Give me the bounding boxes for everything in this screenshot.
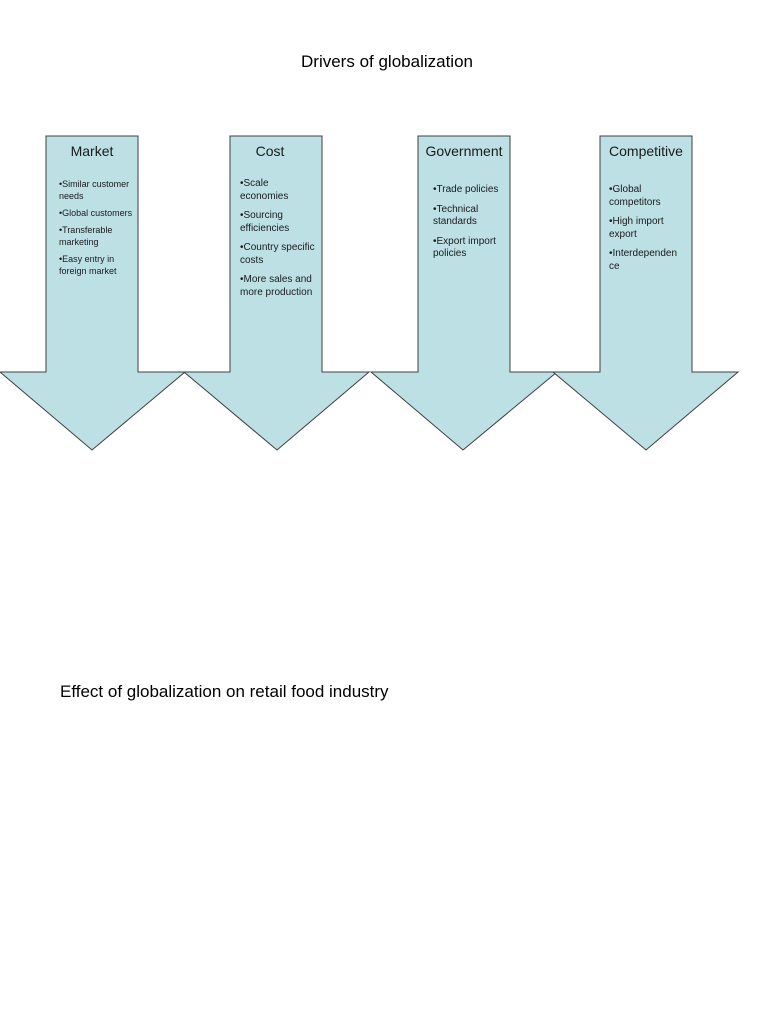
driver-label-market: Market [70, 143, 114, 159]
bullet-item: •Country specific costs [240, 242, 315, 266]
bullet-item: •Global competitors [609, 184, 661, 208]
page-title: Drivers of globalization [301, 52, 473, 71]
driver-bullets-market [59, 178, 135, 282]
bullet-item: •Trade policies [433, 184, 499, 195]
bullet-item: •Similar customer needs [59, 179, 130, 201]
bullet-item: •Transferable marketing [59, 225, 113, 247]
bullet-item: •Export import policies [433, 235, 496, 259]
driver-label-government: Government [425, 143, 503, 159]
driver-bullets-competitive [609, 184, 685, 280]
driver-bullets-government [433, 184, 505, 268]
driver-label-competitive: Competitive [609, 143, 683, 159]
bullet-item: •Easy entry in foreign market [59, 254, 117, 276]
section-heading: Effect of globalization on retail food industry [60, 682, 389, 701]
driver-bullets-cost [240, 178, 318, 306]
bullet-item: •Global customers [59, 208, 133, 218]
driver-label-cost: Cost [255, 143, 285, 159]
bullet-item: •More sales and more production [240, 274, 313, 298]
bullet-item: •Technical standards [433, 203, 479, 227]
bullet-item: •Scale economies [240, 178, 289, 202]
bullet-item: •Sourcing efficiencies [240, 210, 290, 234]
bullet-item: •High import export [609, 216, 664, 240]
bullet-item: •Interdependen ce [609, 248, 678, 272]
